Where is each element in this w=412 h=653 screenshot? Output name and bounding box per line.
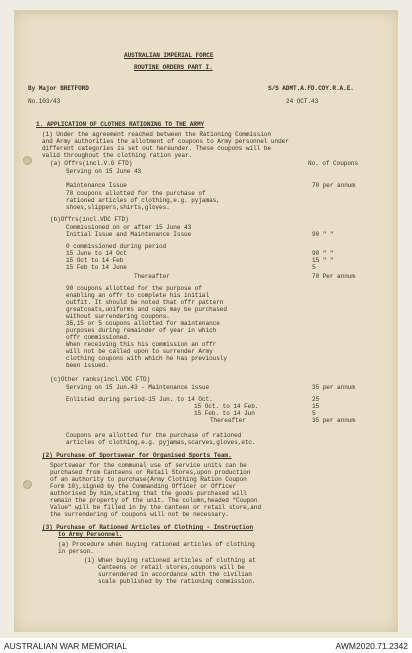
category-b-line: Commissioned on or after 15 June 43 — [66, 224, 192, 231]
sportswear-body-line: Form 10),signed by the Commanding Officer or Officer — [50, 483, 236, 490]
category-c-row: 15 Feb. to 14 Jun — [194, 410, 255, 417]
category-c-row-value: 5 — [312, 410, 316, 417]
instruction-line: Canteens or retail stores,coupons will be — [98, 564, 245, 571]
category-c-desc: articles of clothing,e.g. pyjamas,scarves,gloves,etc. — [66, 439, 256, 446]
category-a-heading: (a) Offrs(incl.V.G FTD) — [50, 160, 133, 167]
category-a-desc: 70 coupons allotted for the purchase of — [66, 190, 206, 197]
category-c-row: Thereafter — [210, 417, 246, 424]
category-b-row: 0 commissioned during period — [66, 243, 167, 250]
category-b-desc: without surrendering coupons. — [66, 313, 170, 320]
procedure-line: in person. — [58, 548, 94, 555]
category-b-desc: outfit. It should be noted that offr pattern — [66, 299, 224, 306]
category-c-row-value: 35 per annum — [312, 417, 355, 424]
intro-line: valid throughout the clothing ration year. — [42, 152, 193, 159]
sportswear-body-line: the surrendering of coupons will not be necessary. — [50, 511, 229, 518]
category-b-heading: (b)Offrs(incl.VDC FTD) — [50, 216, 129, 223]
rationed-articles-heading: to Army Personnel. — [58, 531, 123, 538]
category-b-line: Initial Issue and Maintenance Issue — [66, 231, 192, 238]
instruction-line: surrendered in accordance with the civilian — [98, 571, 252, 578]
header-title: AUSTRALIAN IMPERIAL FORCE — [124, 52, 214, 59]
order-date: 24 OCT.43 — [286, 98, 319, 105]
category-b-desc: greatcoats,uniforms and caps may be purchased — [66, 306, 227, 313]
category-c-serving: Serving on 15 Jun.43 - Maintenance issue — [66, 384, 210, 391]
sportswear-body-line: purchased from Canteens or Retail Stores,upon production — [50, 469, 251, 476]
sportswear-body-line: remain the property of the unit. The column,headed "Coupon — [50, 497, 258, 504]
sportswear-heading: (2) Purchase of Sportswear for Organised Sports Team. — [42, 452, 232, 459]
accession-number: AWM2020.71.2342 — [335, 641, 408, 651]
punch-hole-bottom — [23, 480, 32, 489]
institution-name: AUSTRALIAN WAR MEMORIAL — [4, 641, 127, 651]
category-b-row-value: 90 " " — [312, 250, 334, 257]
category-b-row: 15 June to 14 Oct — [66, 250, 127, 257]
rationed-articles-heading: (3) Purchase of Rationed Articles of Clothing - Instruction — [42, 524, 254, 531]
sportswear-body-line: Sportswear for the communal use of service units can be — [50, 462, 247, 469]
by-line: By Major BRETFORD — [28, 85, 89, 92]
document-page — [14, 10, 398, 632]
category-b-desc: 90 coupons allotted for the purpose of — [66, 285, 202, 292]
category-b-desc: offr commissioned. — [66, 334, 131, 341]
intro-line: different categories is set out hereunder. These coupons will be — [42, 145, 271, 152]
category-b-row-value: 5 — [312, 264, 316, 271]
intro-line: (1) Under the agreement reached between the Rationing Commission — [42, 131, 271, 138]
procedure-line: (a) Procedure when buying rationed articles of clothing — [58, 541, 255, 548]
category-b-desc: clothing coupons with which he has previously — [66, 355, 227, 362]
category-c-heading: (c)Other ranks(incl.VDC FTD) — [50, 376, 151, 383]
category-b-row: 15 Oct to 14 Feb — [66, 257, 124, 264]
category-b-thereafter-value: 70 Per annum — [312, 273, 355, 280]
sportswear-body-line: Value" will be filled in by the canteen or retail store,and — [50, 504, 262, 511]
category-a-desc: shoes,slippers,shirts,gloves. — [66, 204, 170, 211]
category-b-thereafter: Thereafter — [134, 273, 170, 280]
order-number: No.103/43 — [28, 98, 61, 105]
unit-headquarters: S/S ADMT.A.FD.COY.R.A.E. — [268, 85, 354, 92]
category-b-desc: enabling an offr to complete his initial — [66, 292, 210, 299]
header-subtitle: ROUTINE ORDERS PART I. — [134, 64, 213, 71]
category-c-desc: Coupons are allotted for the purchase of rationed — [66, 432, 242, 439]
coupons-column-header: No. of Coupons — [308, 160, 359, 167]
category-b-desc: purposes during remainder of year in which — [66, 327, 217, 334]
category-c-enlisted-value: 25 — [312, 396, 320, 403]
section-heading: 1. APPLICATION OF CLOTHES RATIONING TO THE ARMY — [36, 121, 205, 128]
category-c-enlisted: Enlisted during period-15 Jun. to 14 Oct. — [66, 396, 213, 403]
caption-bar — [0, 638, 412, 653]
punch-hole-top — [23, 156, 32, 165]
category-b-desc: will not be called upon to surrender Army — [66, 348, 213, 355]
sportswear-body-line: authorised by him,stating that the goods purchased will — [50, 490, 247, 497]
category-a-serving: Serving on 15 June 43 — [66, 168, 142, 175]
category-a-maintenance-value: 70 per annum — [312, 182, 355, 189]
category-a-maintenance: Maintenance Issue — [66, 182, 127, 189]
category-b-row: 15 Feb to 14 June — [66, 264, 127, 271]
category-c-row-value: 15 — [312, 403, 320, 410]
category-c-row: 15 Oct. to 14 Feb. — [194, 403, 259, 410]
category-b-desc: been issued. — [66, 362, 109, 369]
intro-line: and Army authorities the allotment of coupons to Army personnel under — [42, 138, 289, 145]
sportswear-body-line: of an authority to purchase(Army Clothing Ration Coupon — [50, 476, 247, 483]
category-a-desc: rationed articles of clothing,e.g. pyjamas, — [66, 197, 220, 204]
instruction-line: scale published by the rationing commission. — [98, 578, 256, 585]
category-c-serving-value: 35 per annum — [312, 384, 355, 391]
category-b-line-value: 90 " " — [312, 231, 334, 238]
instruction-line: (i) When buying rationed articles of clothing at — [84, 557, 256, 564]
category-b-desc: When receiving this his commission an offr — [66, 341, 217, 348]
category-b-desc: 35,15 or 5 coupons allotted for maintenance — [66, 320, 220, 327]
category-b-row-value: 15 " " — [312, 257, 334, 264]
